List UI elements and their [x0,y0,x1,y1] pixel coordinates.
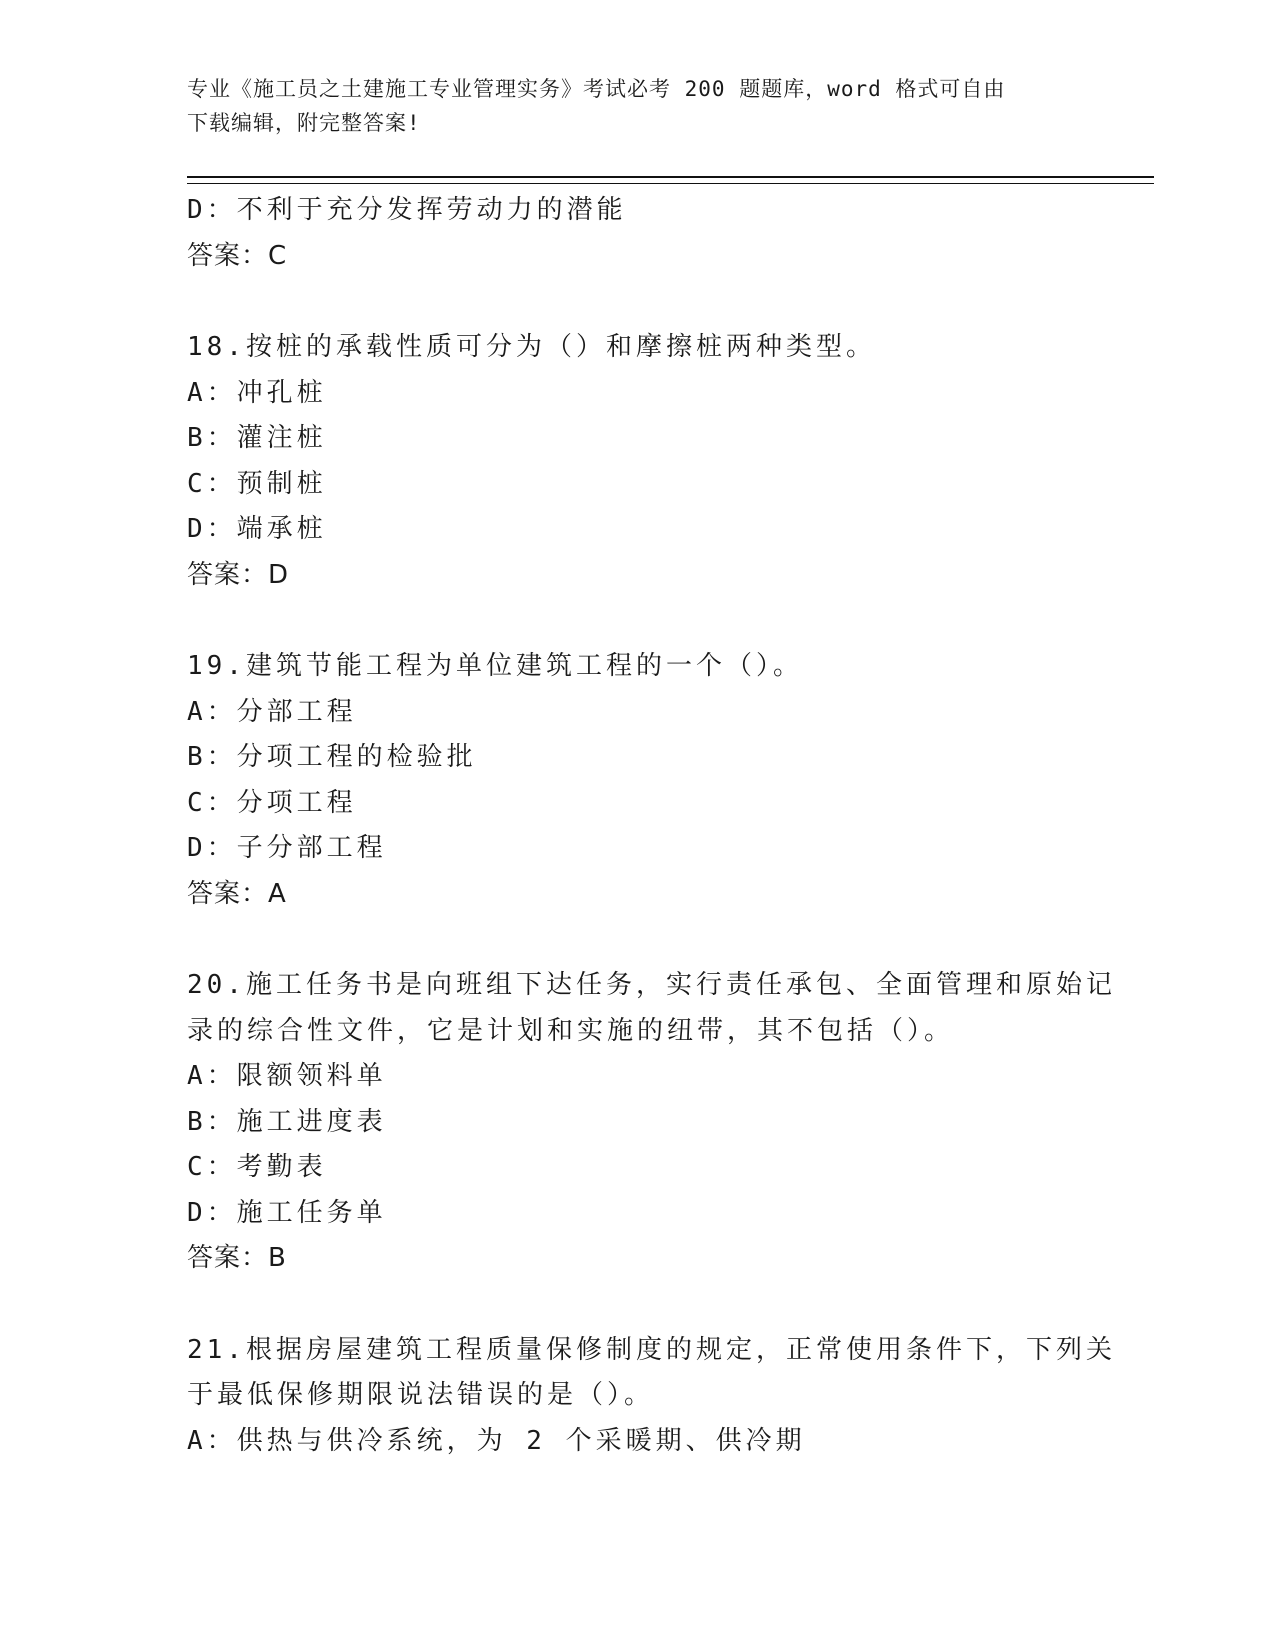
question-stem: 18.按桩的承载性质可分为（）和摩擦桩两种类型。 [187,332,876,362]
question-stem-line-1: 20.施工任务书是向班组下达任务，实行责任承包、全面管理和原始记 [187,970,1116,1000]
option-c: C：预制桩 [187,468,327,499]
option-d: D：不利于充分发挥劳动力的潜能 [187,195,627,225]
answer-line: 答案：B [187,1243,287,1273]
question-stem-line-2: 录的综合性文件，它是计划和实施的纽带，其不包括（）。 [187,1015,955,1046]
question-18 [187,325,1087,598]
option-b: B：灌注桩 [187,423,327,453]
header-divider-thin [187,183,1154,184]
question-17-tail [187,188,1087,279]
question-stem-line-2: 于最低保修期限说法错误的是（）。 [187,1380,655,1410]
question-20 [187,963,1116,1282]
option-b: B：分项工程的检验批 [187,742,477,772]
spacer [187,1282,1087,1328]
option-a: A：供热与供冷系统，为 2 个采暖期、供冷期 [187,1425,806,1456]
option-d: D：子分部工程 [187,833,387,863]
document-header [187,72,1087,140]
question-stem-line-1: 21.根据房屋建筑工程质量保修制度的规定，正常使用条件下，下列关 [187,1334,1116,1365]
spacer [187,917,1087,963]
option-c: C：分项工程 [187,787,357,818]
spacer [187,598,1087,644]
answer-line: 答案：C [187,240,288,271]
option-c: C：考勤表 [187,1152,327,1182]
spacer [187,279,1087,325]
option-a: A：分部工程 [187,696,357,727]
option-b: B：施工进度表 [187,1106,387,1137]
option-a: A：限额领料单 [187,1061,387,1091]
header-divider-thick [187,176,1154,178]
option-d: D：施工任务单 [187,1197,387,1228]
answer-line: 答案：D [187,559,290,590]
question-19 [187,644,1087,917]
question-21 [187,1328,1116,1465]
option-d: D：端承桩 [187,514,327,544]
option-a: A：冲孔桩 [187,377,327,408]
header-line-2: 下载编辑，附完整答案! [187,111,421,135]
question-stem: 19.建筑节能工程为单位建筑工程的一个（）。 [187,651,803,681]
question-list [187,188,1116,1464]
header-line-1: 专业《施工员之土建施工专业管理实务》考试必考 200 题题库，word 格式可自由 [187,77,1006,101]
answer-line: 答案：A [187,878,287,909]
